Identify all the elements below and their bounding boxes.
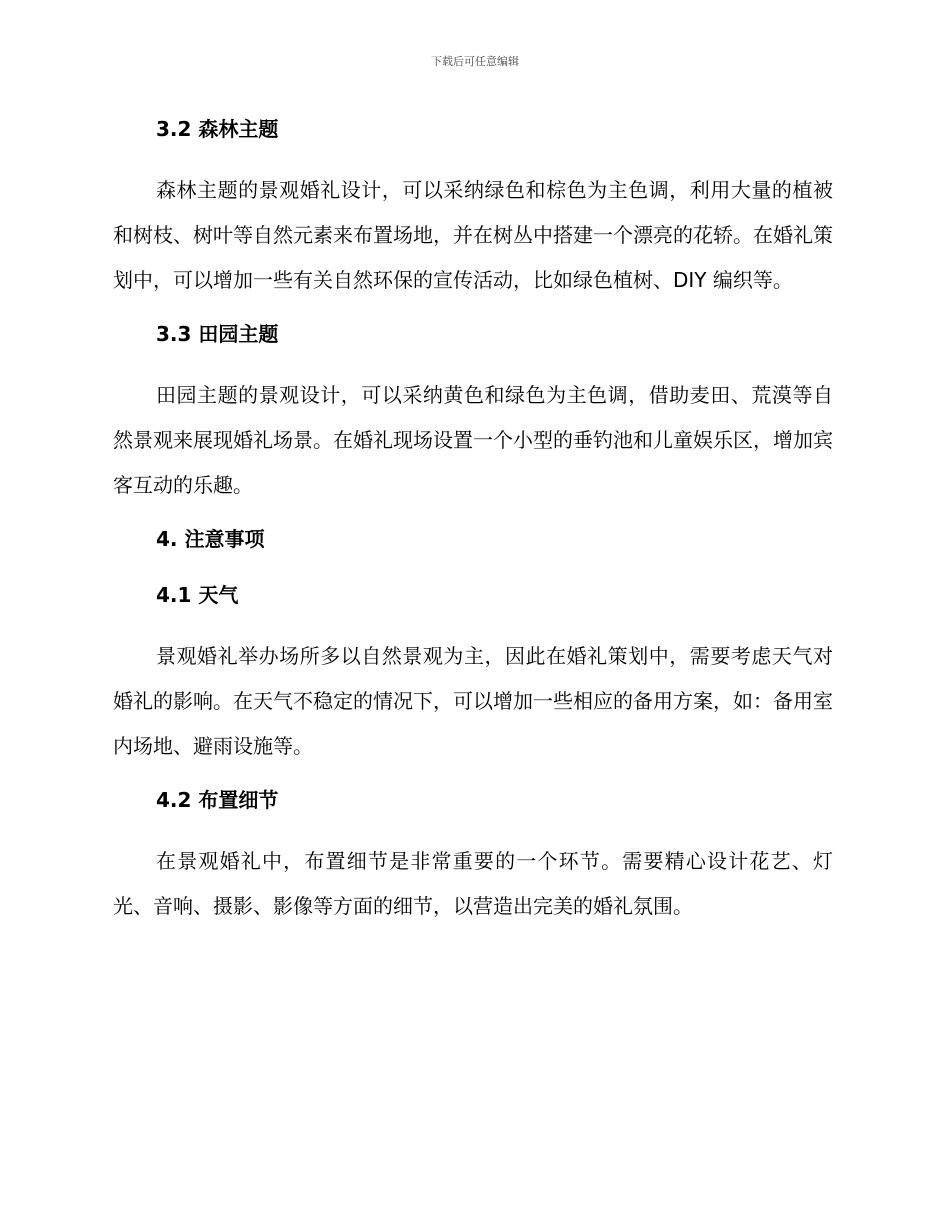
section-paragraph-4-2: 在景观婚礼中，布置细节是非常重要的一个环节。需要精心设计花艺、灯光、音响、摄影、影像等方面的细节，以营造出完美的婚礼氛围。 bbox=[113, 849, 833, 918]
section-paragraph-4-1: 景观婚礼举办场所多以自然景观为主，因此在婚礼策划中，需要考虑天气对婚礼的影响。在天气不稳定的情况下，可以增加一些相应的备用方案，如：备用室内场地、避雨设施等。 bbox=[113, 644, 833, 758]
section-heading-3-3: 3.3 田园主题 bbox=[156, 322, 279, 346]
section-heading-3-2: 3.2 森林主题 bbox=[156, 117, 279, 141]
document-body bbox=[113, 112, 833, 929]
section-paragraph-3-2: 森林主题的景观婚礼设计，可以采纳绿色和棕色为主色调，利用大量的植被和树枝、树叶等自然元素来布置场地，并在树丛中搭建一个漂亮的花轿。在婚礼策划中，可以增加一些有关自然环保的宣传活动，比如绿色植树、DIY 编织等。 bbox=[113, 178, 833, 292]
header-note: 下载后可任意编辑 bbox=[431, 55, 519, 68]
section-paragraph-3-3: 田园主题的景观设计，可以采纳黄色和绿色为主色调，借助麦田、荒漠等自然景观来展现婚礼场景。在婚礼现场设置一个小型的垂钓池和儿童娱乐区，增加宾客互动的乐趣。 bbox=[113, 383, 833, 497]
section-heading-4: 4. 注意事项 bbox=[156, 527, 265, 551]
section-heading-4-2: 4.2 布置细节 bbox=[156, 788, 279, 812]
section-heading-4-1: 4.1 天气 bbox=[156, 583, 239, 607]
